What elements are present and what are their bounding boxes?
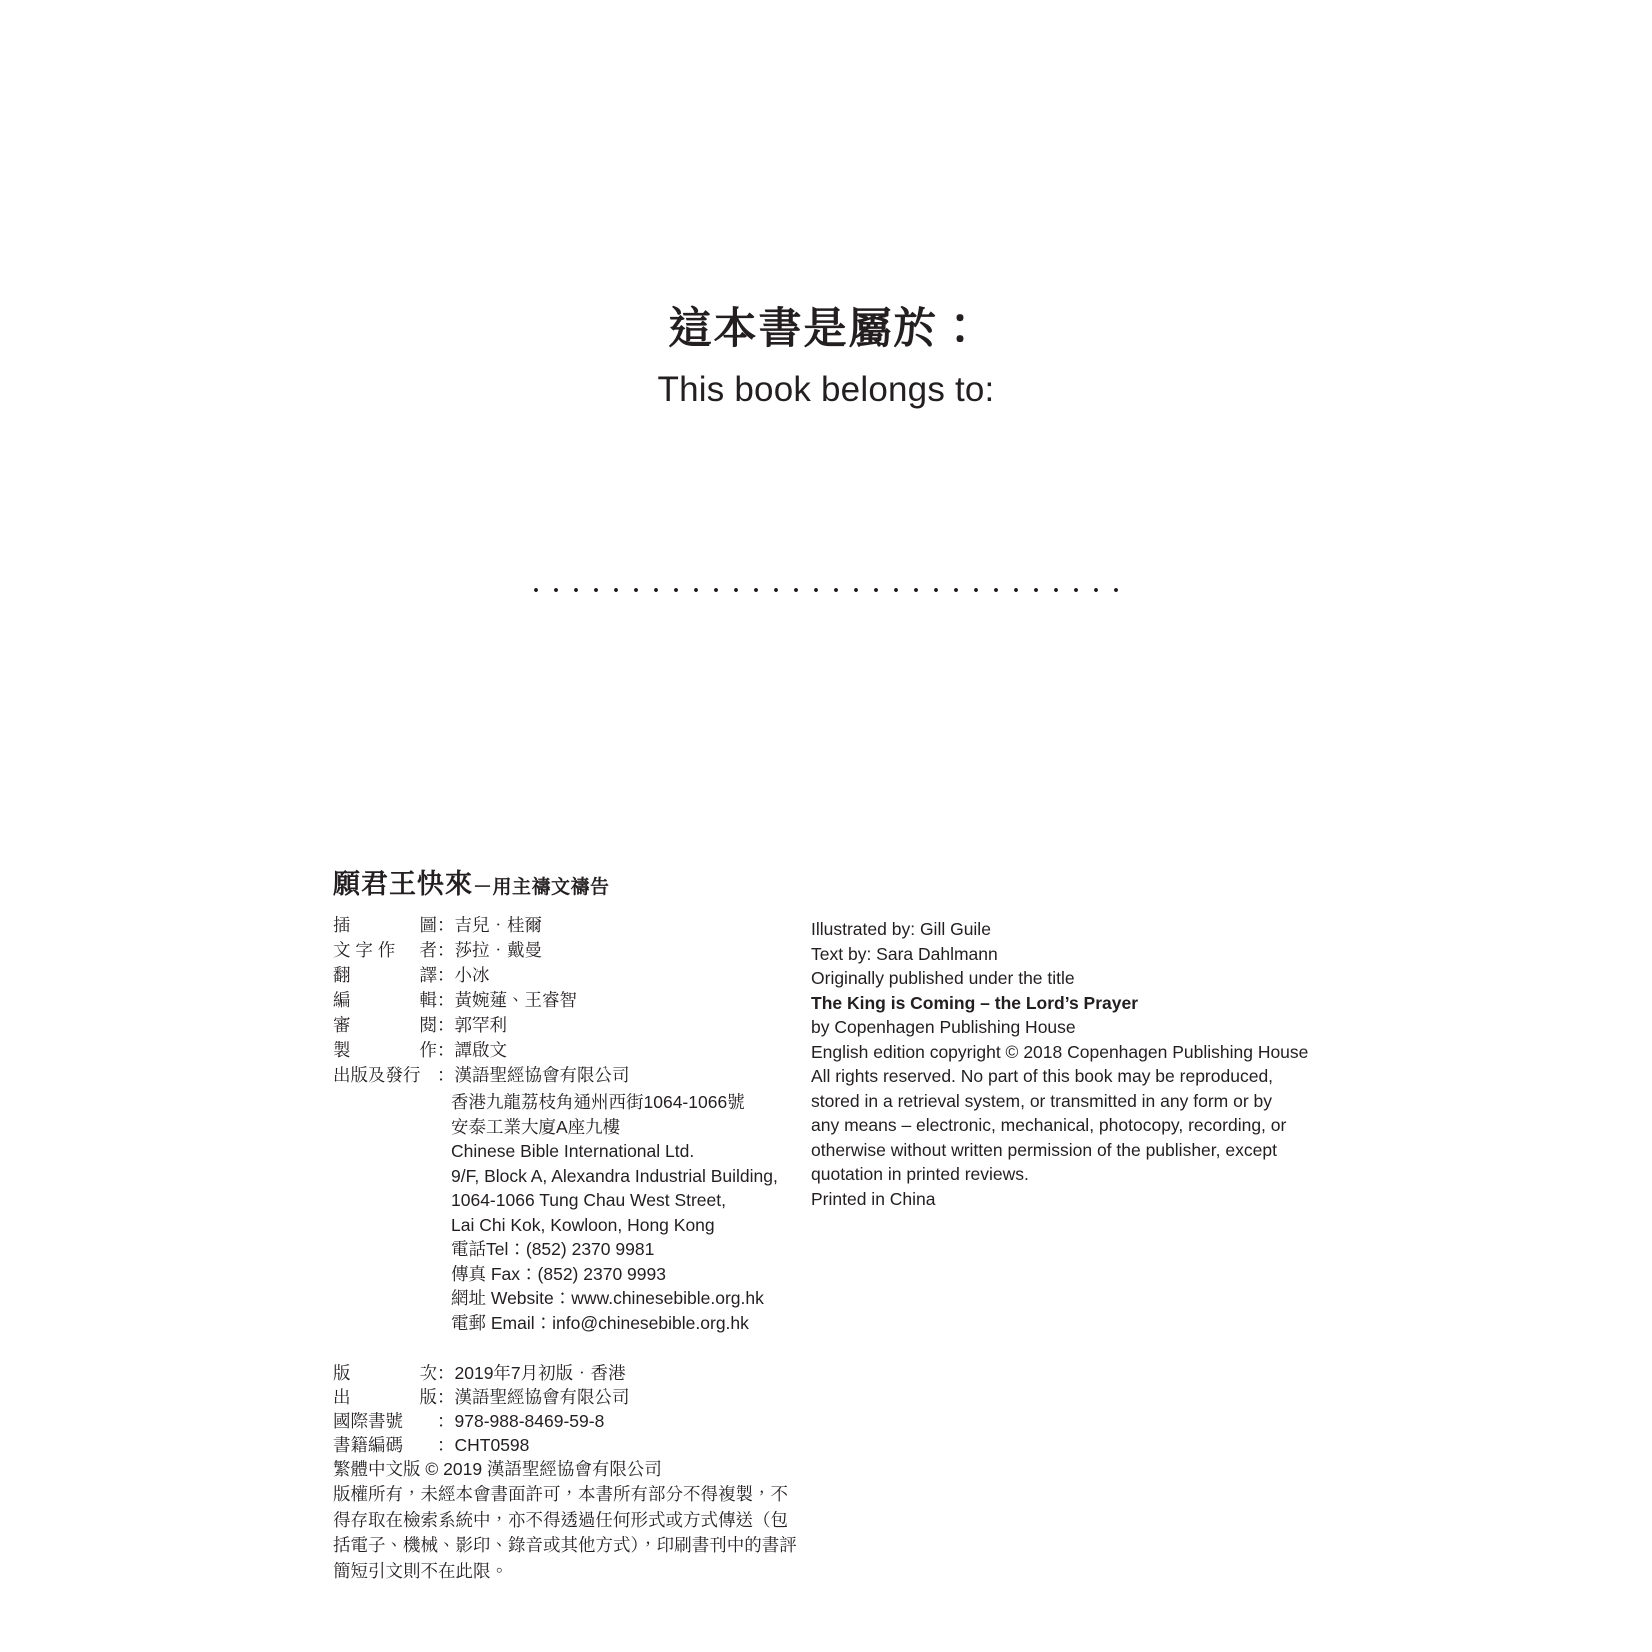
address-line: 9/F, Block A, Alexandra Industrial Building, (451, 1165, 778, 1186)
credit-row (333, 1040, 803, 1062)
credit-colon: ： (437, 1065, 455, 1085)
address-line: Lai Chi Kok, Kowloon, Hong Kong (451, 1214, 715, 1235)
phone-line: 電話Tel：(852) 2370 9981 (451, 1239, 655, 1259)
colophon-right-column (803, 915, 1333, 1211)
credit-value: 譚啟文 (454, 1040, 507, 1060)
pub-label-b: 次 (419, 1363, 437, 1383)
credit-row (333, 915, 803, 937)
colophon-block (333, 862, 1333, 1584)
pub-label-a: 出 (333, 1387, 351, 1407)
english-rights-line: All rights reserved. No part of this book may be reproduced, (811, 1066, 1274, 1086)
book-title (333, 862, 1333, 901)
credit-label-a: 插 (333, 915, 351, 935)
address-line: Chinese Bible International Ltd. (451, 1141, 695, 1161)
address-line: 香港九龍荔枝角通州西街1064-1066號 (451, 1092, 745, 1112)
english-rights-line: quotation in printed reviews. (811, 1164, 1029, 1184)
english-copyright-line: English edition copyright © 2018 Copenhagen Publishing House (811, 1041, 1309, 1062)
credit-value: 郭罕利 (454, 1015, 507, 1035)
publication-details-block (333, 1361, 803, 1584)
english-credit-line: by Copenhagen Publishing House (811, 1017, 1076, 1037)
pub-colon: ： (437, 1387, 455, 1407)
pub-label-a: 國際書號 (333, 1411, 403, 1431)
colophon-left-column (333, 915, 803, 1584)
english-rights-line: any means – electronic, mechanical, photocopy, recording, or (811, 1115, 1287, 1135)
credit-label-b: 圖 (419, 915, 437, 935)
pub-value: 2019年7月初版‧香港 (454, 1363, 626, 1383)
pub-colon: ： (437, 1435, 455, 1455)
credit-colon: ： (437, 915, 455, 935)
credit-value: 莎拉‧戴曼 (454, 940, 542, 960)
credit-label-b: 者 (419, 940, 437, 960)
credit-label-a: 製 (333, 1040, 351, 1060)
credit-row (333, 1015, 803, 1037)
copyright-line-zh: 繁體中文版 © 2019 漢語聖經協會有限公司 (333, 1459, 662, 1479)
credit-value: 吉兒‧桂爾 (454, 915, 542, 935)
credit-row (333, 940, 803, 962)
credit-row (333, 965, 803, 987)
credit-colon: ： (437, 1040, 455, 1060)
publication-row-isbn (333, 1409, 803, 1433)
original-title: The King is Coming – the Lord’s Prayer (811, 992, 1139, 1013)
credit-colon: ： (437, 965, 455, 985)
credit-row-publisher (333, 1065, 803, 1087)
credit-colon: ： (437, 1015, 455, 1035)
credit-colon: ： (437, 940, 455, 960)
credit-label-a: 翻 (333, 965, 351, 985)
english-rights-line: stored in a retrieval system, or transmitted in any form or by (811, 1090, 1272, 1111)
english-rights-line: otherwise without written permission of the publisher, except (811, 1139, 1277, 1160)
english-credit-line: Illustrated by: Gill Guile (811, 919, 991, 939)
credit-value: 小冰 (454, 965, 490, 985)
rights-statement-zh: 版權所有，未經本會書面許可，本書所有部分不得複製，不得存取在檢索系統中，亦不得透過任何形式或方式傳送（包括電子、機械、影印、錄音或其他方式），印刷書刊中的書評簡短引文則不在此限。 (333, 1484, 797, 1581)
book-title-subtitle: －用主禱文禱告 (473, 877, 610, 898)
pub-value: 漢語聖經協會有限公司 (454, 1387, 630, 1407)
printed-in-line: Printed in China (811, 1188, 936, 1209)
credit-label-a: 出版及發行 (333, 1065, 421, 1085)
pub-colon: ： (437, 1411, 455, 1431)
pub-label-a: 書籍編碼 (333, 1435, 403, 1455)
credit-label-a: 文 字 作 (333, 940, 396, 960)
belongs-to-block (0, 300, 1652, 410)
credit-colon: ： (437, 990, 455, 1010)
pub-value-isbn: 978-988-8469-59-8 (454, 1411, 605, 1431)
pub-value-book-code: CHT0598 (454, 1435, 530, 1455)
english-credit-line: Text by: Sara Dahlmann (811, 943, 998, 964)
credit-label-a: 編 (333, 990, 351, 1010)
credit-value: 漢語聖經協會有限公司 (454, 1065, 630, 1085)
credit-label-b: 譯 (419, 965, 437, 985)
credit-label-b: 輯 (419, 990, 437, 1010)
pub-colon: ： (437, 1363, 455, 1383)
publication-row-book-code (333, 1433, 803, 1457)
fax-line: 傳真 Fax：(852) 2370 9993 (451, 1263, 666, 1284)
credit-row (333, 990, 803, 1012)
credit-label-a: 審 (333, 1015, 351, 1035)
website-line[interactable]: 網址 Website：www.chinesebible.org.hk (451, 1288, 764, 1308)
belongs-to-heading-en: This book belongs to: (657, 370, 995, 410)
pub-label-a: 版 (333, 1363, 351, 1383)
address-line: 安泰工業大廈A座九樓 (451, 1116, 621, 1137)
publication-row-edition (333, 1361, 803, 1385)
credit-label-b: 作 (419, 1040, 437, 1060)
english-credit-line: Originally published under the title (811, 968, 1075, 988)
belongs-to-heading-zh: 這本書是屬於： (668, 305, 984, 353)
address-line: 1064-1066 Tung Chau West Street, (451, 1190, 726, 1210)
email-line[interactable]: 電郵 Email：info@chinesebible.org.hk (451, 1312, 749, 1333)
book-title-main: 願君王快來 (333, 869, 473, 899)
credit-value: 黃婉蓮、王睿智 (454, 990, 577, 1010)
name-write-in-dotted-line (526, 585, 1126, 595)
credit-label-b: 閱 (419, 1015, 437, 1035)
pub-label-b: 版 (419, 1387, 437, 1407)
publication-row-publisher (333, 1385, 803, 1409)
publisher-address-block (451, 1090, 803, 1335)
